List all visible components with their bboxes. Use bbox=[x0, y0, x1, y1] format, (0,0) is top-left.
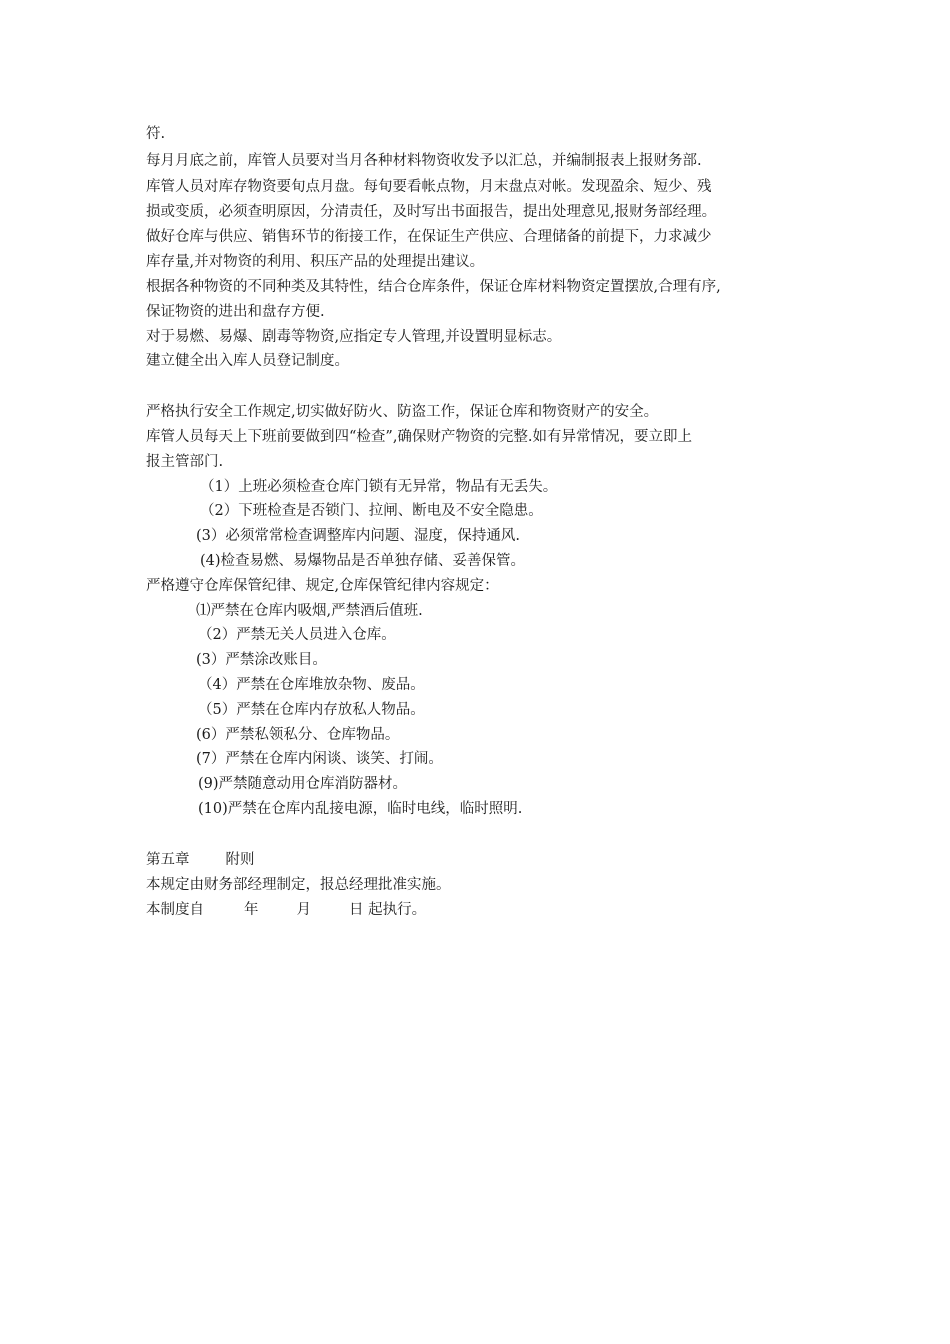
text-line: 库管人员对库存物资要旬点月盘。每旬要看帐点物，月末盘点对帐。发现盈余、短少、残 bbox=[146, 179, 712, 195]
list-item: (3）必须常常检查调整库内问题、湿度，保持通风. bbox=[196, 528, 520, 544]
list-item: (10)严禁在仓库内乱接电源，临时电线，临时照明. bbox=[198, 801, 523, 817]
text-line: 严格遵守仓库保管纪律、规定,仓库保管纪律内容规定： bbox=[146, 578, 499, 594]
year-label: 年 bbox=[244, 902, 259, 918]
text-line: 每月月底之前，库管人员要对当月各种材料物资收发予以汇总，并编制报表上报财务部. bbox=[146, 153, 702, 169]
chapter-number: 第五章 bbox=[146, 852, 190, 868]
list-item: ⑴严禁在仓库内吸烟,严禁酒后值班. bbox=[196, 603, 423, 619]
text-line: 损或变质，必须查明原因，分清责任，及时写出书面报告，提出处理意见,报财务部经理。 bbox=[146, 204, 717, 220]
effective-date-line bbox=[146, 900, 426, 920]
chapter-heading bbox=[146, 850, 255, 870]
text-line: 做好仓库与供应、销售环节的衔接工作，在保证生产供应、合理储备的前提下，力求减少 bbox=[146, 229, 712, 245]
text-line: 本规定由财务部经理制定，报总经理批准实施。 bbox=[146, 877, 451, 893]
text-line: 对于易燃、易爆、剧毒等物资,应指定专人管理,并设置明显标志。 bbox=[146, 329, 562, 345]
text-line: 严格执行安全工作规定,切实做好防火、防盗工作，保证仓库和物资财产的安全。 bbox=[146, 404, 659, 420]
text-line: 保证物资的进出和盘存方便. bbox=[146, 304, 325, 320]
list-item: (3）严禁涂改账目。 bbox=[196, 652, 327, 668]
list-item: (9)严禁随意动用仓库消防器材。 bbox=[198, 776, 408, 792]
text-line: 报主管部门. bbox=[146, 454, 224, 470]
list-item: （2）下班检查是否锁门、拉闸、断电及不安全隐患。 bbox=[200, 503, 543, 519]
text-line: 库管人员每天上下班前要做到四“检查”,确保财产物资的完整.如有异常情况，要立即上 bbox=[146, 429, 693, 445]
list-item: （2）严禁无关人员进入仓库。 bbox=[198, 627, 396, 643]
text-line: 符. bbox=[146, 126, 166, 142]
effective-suffix: 起执行。 bbox=[368, 902, 427, 918]
month-label: 月 bbox=[296, 902, 311, 918]
list-item: （4）严禁在仓库堆放杂物、废品。 bbox=[198, 677, 425, 693]
list-item: (4)检查易燃、易爆物品是否单独存储、妥善保管。 bbox=[200, 553, 526, 569]
list-item: (7）严禁在仓库内闲谈、谈笑、打闹。 bbox=[196, 751, 443, 767]
text-line: 根据各种物资的不同种类及其特性，结合仓库条件，保证仓库材料物资定置摆放,合理有序, bbox=[146, 279, 721, 295]
effective-prefix: 本制度自 bbox=[146, 902, 204, 918]
list-item: （1）上班必须检查仓库门锁有无异常，物品有无丢失。 bbox=[200, 479, 558, 495]
list-item: （5）严禁在仓库内存放私人物品。 bbox=[198, 702, 425, 718]
text-line: 建立健全出入库人员登记制度。 bbox=[146, 353, 349, 369]
list-item: (6）严禁私领私分、仓库物品。 bbox=[196, 727, 400, 743]
chapter-title: 附则 bbox=[225, 852, 255, 868]
text-line: 库存量,并对物资的利用、积压产品的处理提出建议。 bbox=[146, 254, 485, 270]
day-label: 日 bbox=[349, 902, 364, 918]
